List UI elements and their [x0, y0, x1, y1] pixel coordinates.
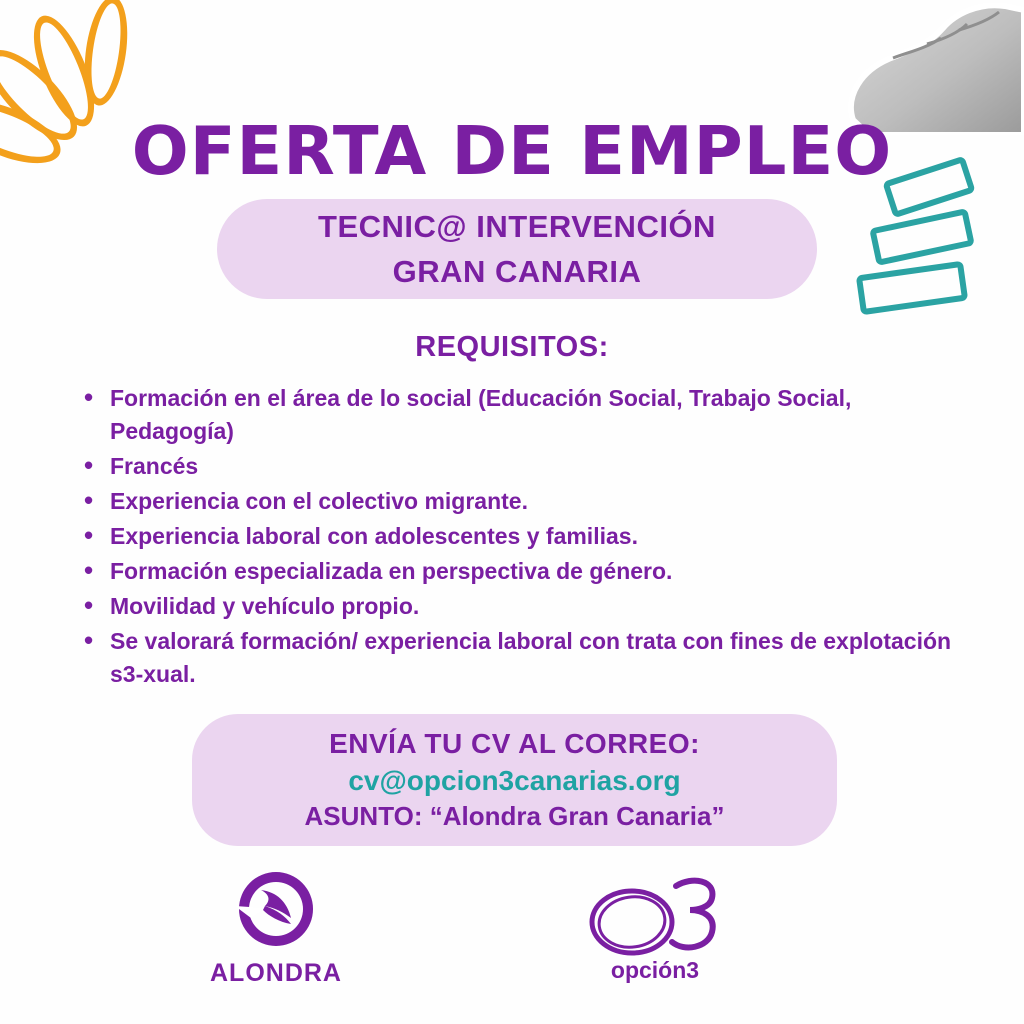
bird-circle-icon [221, 868, 331, 950]
job-position-line-2: GRAN CANARIA [392, 254, 642, 289]
list-item: • Experiencia con el colectivo migrante. [78, 485, 968, 518]
contact-email-link[interactable]: cv@opcion3canarias.org [348, 765, 681, 796]
email-subject-text: ASUNTO: “Alondra Gran Canaria” [304, 801, 725, 831]
cv-call-to-action: ENVÍA TU CV AL CORREO: [329, 728, 700, 759]
requirements-heading: REQUISITOS: [415, 331, 609, 363]
requirements-list [78, 382, 968, 693]
brush-stroke-icon [869, 208, 975, 266]
list-item: • Movilidad y vehículo propio. [78, 590, 968, 623]
alondra-logo-text: ALONDRA [210, 959, 342, 987]
brush-stroke-icon [856, 261, 969, 316]
alondra-logo [196, 868, 356, 988]
job-position-line-1: TECNIC@ INTERVENCIÓN [318, 209, 716, 244]
opcion3-logo [560, 872, 750, 984]
list-item: • Se valorará formación/ experiencia laboral con trata con fines de explotación s3-xual. [78, 625, 968, 691]
contact-badge [192, 714, 837, 846]
o3-scribble-icon [580, 872, 730, 958]
list-item: • Formación en el área de lo social (Educación Social, Trabajo Social, Pedagogía) [78, 382, 968, 448]
page-title: OFERTA DE EMPLEO [131, 112, 893, 190]
job-position-badge [217, 199, 817, 299]
opcion3-logo-text: opción3 [610, 957, 700, 983]
list-item: • Formación especializada en perspectiva de género. [78, 555, 968, 588]
list-item: • Experiencia laboral con adolescentes y familias. [78, 520, 968, 553]
list-item: • Francés [78, 450, 968, 483]
